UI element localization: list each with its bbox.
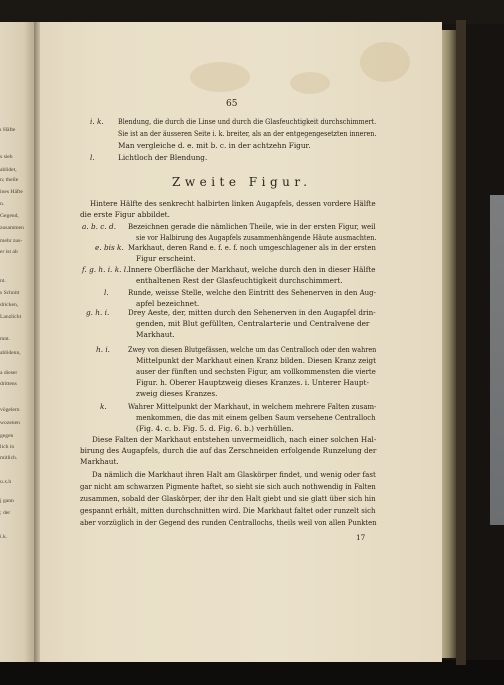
entry-line: enthaltenen Rest der Glasfeuchtigkeit durchschimmert. xyxy=(136,276,343,285)
left-page-fragment: n. xyxy=(0,201,5,207)
entry-line: Drey Aeste, der, mitten durch den Sehenerven in den Augapfel drin- xyxy=(128,308,376,317)
left-page-fragment: zusammen xyxy=(0,225,24,231)
left-page-fragment: mitlich. xyxy=(0,455,18,461)
entry-label: i. k. xyxy=(90,117,104,126)
left-page-fragment: wozenen xyxy=(0,420,20,426)
entry-line: zweig dieses Kranzes. xyxy=(136,389,218,398)
entry-label: l. xyxy=(90,153,95,162)
left-page-fragment: i.k. xyxy=(0,534,8,540)
left-page-fragment: n; theile xyxy=(0,177,19,183)
entry-line: sie vor Halbirung des Augapfels zusammenhängende Häute ausmachten. xyxy=(136,233,377,242)
left-page-fragment: u.x.h xyxy=(0,479,12,485)
foxing-stain xyxy=(190,62,250,92)
entry-label: f. g. h. i. k. l. xyxy=(82,265,129,274)
entry-text: Man vergleiche d. e. mit b. c. in der achtzehn Figur. xyxy=(118,141,311,150)
entry-line: Markhaut, deren Rand e. f. e. f. noch umgeschlagener als in der ersten xyxy=(128,243,376,252)
foxing-stain xyxy=(290,72,330,94)
left-page-fragment: er ist ab xyxy=(0,249,18,255)
entry-line: genden, mit Blut gefüllten, Centralarterie und Centralvene der xyxy=(136,319,370,328)
left-page-fragment: mnt. xyxy=(0,336,11,342)
left-page-fragment: mehr zus- xyxy=(0,238,23,244)
color-calibration-bar xyxy=(490,195,504,525)
entry-line: Runde, weisse Stelle, welche den Eintritt des Sehenerven in den Aug- xyxy=(128,288,377,297)
entry-line: menkommen, die das mit einem gelben Saum versehene Centralloch xyxy=(136,413,376,422)
entry-line: Innere Oberfläche der Markhaut, welche durch den in dieser Hälfte xyxy=(128,265,376,274)
entry-line: auser der fünften und sechsten Figur, am vollkommensten die vierte xyxy=(136,367,376,376)
page-number: 65 xyxy=(226,99,238,109)
left-page-fragment: s Schnitt xyxy=(0,290,20,296)
entry-line: Bezeichnen gerade die nämlichen Theile, wie in der ersten Figur, weil xyxy=(128,222,376,231)
left-page-fragment: j gann xyxy=(0,498,14,504)
intro-line: Hintere Hälfte des senkrecht halbirten linken Augapfels, dessen vordere Hälfte xyxy=(90,199,376,208)
entry-label: h. i. xyxy=(96,345,110,354)
entry-text: Sie ist an der äusseren Seite i. k. breiter, als an der entgegengesetzten inneren. xyxy=(118,129,377,138)
entry-label: k. xyxy=(100,402,107,411)
entry-line: (Fig. 4. c. b. Fig. 5. d. Fig. 6. b.) verhüllen. xyxy=(136,424,294,433)
left-page-fragment: lich in xyxy=(0,444,15,450)
scan-background-bottom xyxy=(0,660,504,685)
entry-line: Markhaut. xyxy=(136,330,175,339)
left-page-fragment: s sieh xyxy=(0,154,13,160)
left-page-margin xyxy=(0,22,34,662)
entry-label: l. xyxy=(104,288,109,297)
entry-line: Mittelpunkt der Markhaut einen Kranz bilden. Diesen Kranz zeigt xyxy=(136,356,377,365)
intro-line: die erste Figur abbildet. xyxy=(80,210,170,219)
paragraph-line: gespannt erhält, mitten durchschnitten wird. Die Markhaut faltet oder runzelt sich xyxy=(80,506,376,515)
entry-label: a. b. c. d. xyxy=(82,222,117,231)
left-page-fragment: Gegend, xyxy=(0,213,19,219)
left-page-fragment: ı Häfte xyxy=(0,127,16,133)
entry-line: Figur. h. Oberer Hauptzweig dieses Kranzes. i. Unterer Haupt- xyxy=(136,378,369,387)
book-cover-edge xyxy=(456,20,466,665)
paragraph-line: Markhaut. xyxy=(80,457,119,466)
left-page-fragment: ablidenn, xyxy=(0,350,21,356)
foxing-stain xyxy=(360,42,410,82)
left-page-fragment: ; der xyxy=(0,510,11,516)
left-page-fragment: dricken, xyxy=(0,302,19,308)
paragraph-line: gar nicht am schwarzen Pigmente haftet, so sieht sie sich auch nothwendig in Falten xyxy=(80,482,376,491)
left-page-fragment: ines Häfte xyxy=(0,189,23,195)
entry-line: Wahrer Mittelpunkt der Markhaut, in welchem mehrere Falten zusam- xyxy=(128,402,377,411)
left-page-fragment: vögelern xyxy=(0,407,20,413)
entry-text: Lichtloch der Blendung. xyxy=(118,153,208,162)
paragraph-line: Diese Falten der Markhaut entstehen unvermeidlich, nach einer solchen Hal- xyxy=(92,435,377,444)
left-page-fragment: gegen xyxy=(0,433,14,439)
left-page-fragment: a dieser xyxy=(0,370,18,376)
entry-line: apfel bezeichnet. xyxy=(136,299,200,308)
left-page-fragment: Lanzlicht xyxy=(0,314,22,320)
entry-label: g. h. i. xyxy=(86,308,110,317)
left-page-fragment: drittens xyxy=(0,381,17,387)
page-signature: 17 xyxy=(356,533,366,542)
paragraph-line: aber vorzüglich in der Gegend des runden Centrallochs, theils weil von allen Punkten xyxy=(80,518,377,527)
scan-background-top xyxy=(0,0,504,24)
entry-line: Figur erscheint. xyxy=(136,254,196,263)
left-page-fragment: nt. xyxy=(0,278,6,284)
entry-text: Blendung, die durch die Linse und durch die Glasfeuchtigkeit durchschimmert. xyxy=(118,117,377,126)
left-page-fragment: ablidet, xyxy=(0,167,17,173)
entry-line: Zwey von diesen Blutgefässen, welche um das Centralloch oder den wahren xyxy=(128,345,377,354)
paragraph-line: zusammen, sobald der Glaskörper, der ihr den Halt giebt und sie glatt über sich hin xyxy=(80,494,376,503)
paragraph-line: birung des Augapfels, durch die auf das Zerschneiden erfolgende Runzelung der xyxy=(80,446,377,455)
entry-label: e. bis k. xyxy=(95,243,124,252)
paragraph-line: Da nämlich die Markhaut ihren Halt am Glaskörper findet, und wenig oder fast xyxy=(92,470,376,479)
section-heading: Zweite Figur. xyxy=(172,175,312,189)
